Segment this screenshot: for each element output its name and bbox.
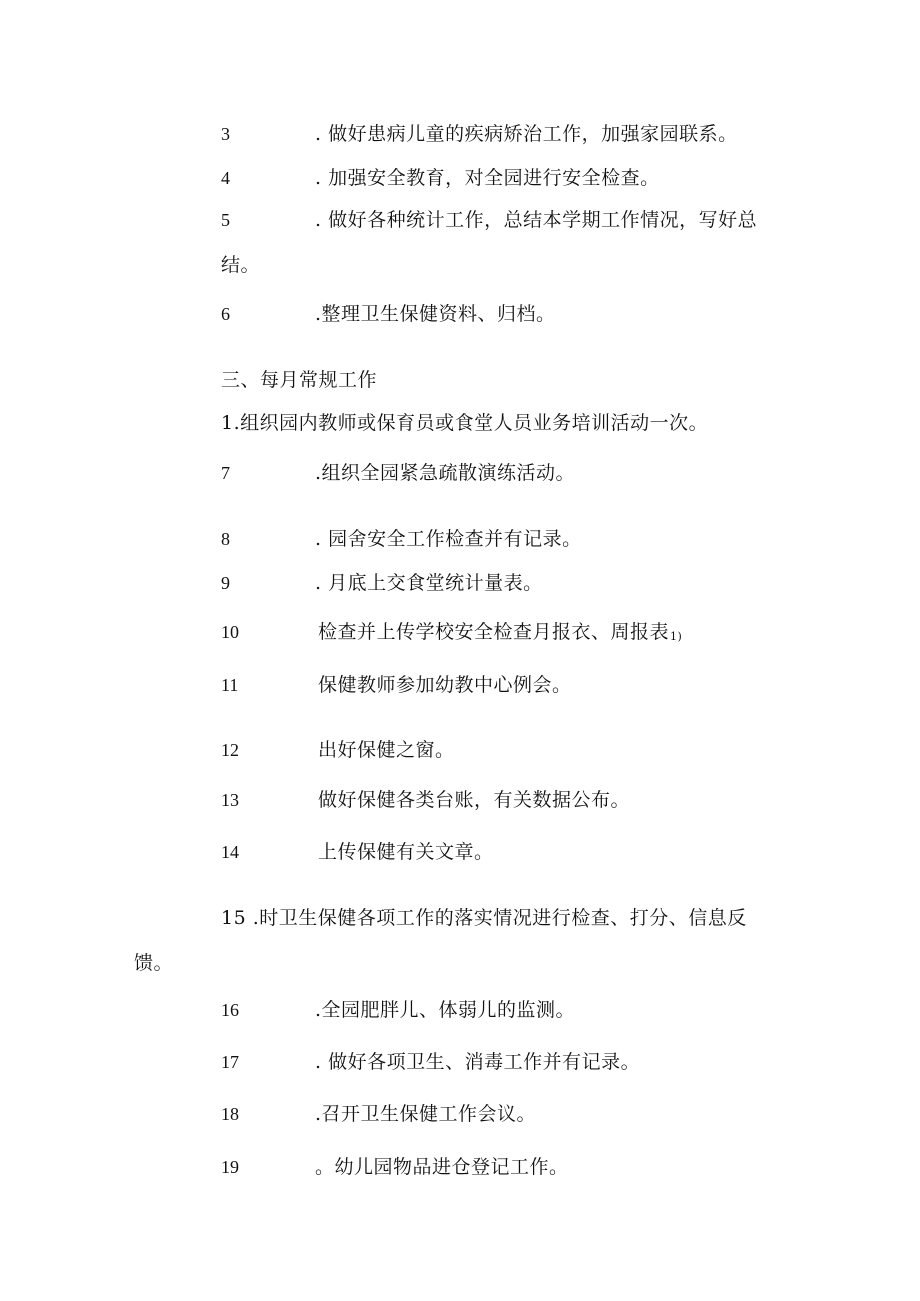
item-number: 19 [221,1157,239,1177]
list-item-1: 1.组织园内教师或保育员或食堂人员业务培训活动一次。 [221,412,709,434]
item-text: 15 .时卫生保健各项工作的落实情况进行检查、打分、信息反 [221,907,747,929]
item-text-continuation: 馈。 [134,952,174,974]
item-text: .整理卫生保健资料、归档。 [315,303,556,325]
item-text-main: 检查并上传学校安全检查月报衣、周报表 [318,621,670,643]
item-number: 17 [221,1052,239,1072]
item-number: 14 [221,842,239,862]
item-number: 9 [221,573,230,593]
item-number: 6 [221,304,230,324]
item-text: 保健教师参加幼教中心例会。 [318,674,572,696]
item-number: 16 [221,1000,239,1020]
item-number: 4 [221,168,230,188]
item-number: 3 [221,124,230,144]
section-heading: 三、每月常规工作 [221,369,378,391]
item-text: . 月底上交食堂统计量表。 [315,572,543,594]
item-text: . 做好患病儿童的疾病矫治工作，加强家园联系。 [315,123,738,145]
item-text: . 做好各种统计工作，总结本学期工作情况，写好总 [315,209,758,231]
item-number: 11 [221,675,239,695]
item-text-continuation: 结。 [221,254,261,276]
item-text-suffix: 1) [670,630,683,643]
item-number: 10 [221,622,239,642]
item-number: 13 [221,790,239,810]
item-text: . 加强安全教育，对全园进行安全检查。 [315,167,660,189]
item-text: .组织全园紧急疏散演练活动。 [315,462,576,484]
item-number: 5 [221,210,230,230]
item-text: . 做好各项卫生、消毒工作并有记录。 [315,1051,641,1073]
item-text: 上传保健有关文章。 [318,841,494,863]
item-number: 7 [221,463,230,483]
item-number: 12 [221,740,239,760]
item-text: 。幼儿园物品进仓登记工作。 [315,1156,569,1178]
item-number: 18 [221,1104,239,1124]
item-number: 8 [221,529,230,549]
item-text: .召开卫生保健工作会议。 [315,1103,537,1125]
item-text: 出好保健之窗。 [318,739,455,761]
item-text: .全园肥胖儿、体弱儿的监测。 [315,999,576,1021]
item-text: 做好保健各类台账，有关数据公布。 [318,789,631,811]
item-text: . 园舍安全工作检查并有记录。 [315,528,582,550]
item-text [318,620,682,649]
